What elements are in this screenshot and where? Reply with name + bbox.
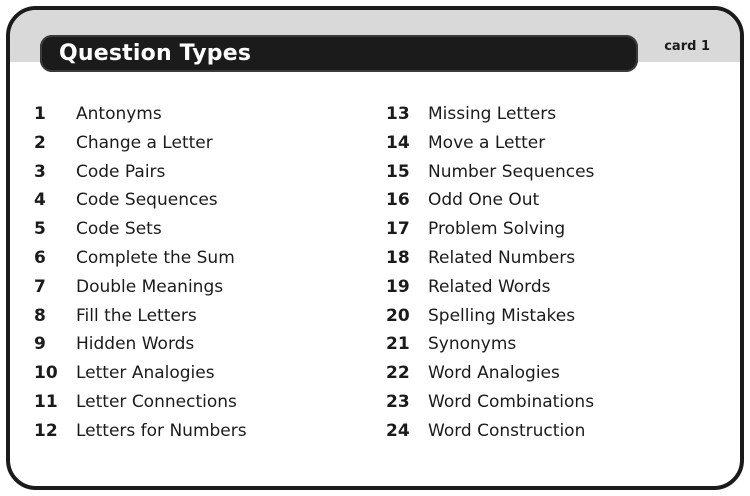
item-number: 14 xyxy=(386,132,410,153)
item-number: 24 xyxy=(386,420,410,441)
list-item xyxy=(386,302,594,331)
item-label: Odd One Out xyxy=(428,190,540,211)
item-label: Change a Letter xyxy=(76,132,213,153)
item-number: 12 xyxy=(34,420,58,441)
item-number: 13 xyxy=(386,104,410,124)
list-item xyxy=(386,330,594,359)
item-label: Double Meanings xyxy=(76,276,224,297)
item-number: 18 xyxy=(386,247,410,268)
list-item xyxy=(386,100,594,129)
item-number: 10 xyxy=(34,363,58,384)
list-item xyxy=(34,244,247,273)
item-number: 5 xyxy=(34,219,46,240)
list-item xyxy=(34,186,247,215)
list-item xyxy=(34,359,247,388)
item-label: Letter Analogies xyxy=(76,363,215,384)
list-item xyxy=(34,388,247,417)
item-number: 7 xyxy=(34,276,46,297)
item-number: 2 xyxy=(34,132,46,153)
item-number: 11 xyxy=(34,391,58,412)
item-label: Related Numbers xyxy=(428,247,576,268)
list-item xyxy=(34,417,247,446)
item-label: Word Combinations xyxy=(428,391,595,412)
card-number-label: card 1 xyxy=(664,39,710,54)
list-item xyxy=(386,186,594,215)
list-item xyxy=(386,158,594,187)
item-number: 20 xyxy=(386,305,410,326)
card-title: Question Types xyxy=(59,41,252,66)
question-types-list-right xyxy=(386,100,594,446)
item-number: 19 xyxy=(386,276,410,297)
item-label: Letter Connections xyxy=(76,391,237,412)
item-number: 21 xyxy=(386,334,410,355)
item-number: 4 xyxy=(34,190,46,211)
item-label: Code Pairs xyxy=(76,161,166,182)
item-label: Antonyms xyxy=(76,104,162,124)
item-number: 23 xyxy=(386,391,410,412)
item-number: 3 xyxy=(34,161,46,182)
list-item xyxy=(386,215,594,244)
item-label: Move a Letter xyxy=(428,132,546,153)
item-label: Complete the Sum xyxy=(76,247,235,268)
item-label: Code Sequences xyxy=(76,190,218,211)
list-item xyxy=(34,330,247,359)
item-label: Word Construction xyxy=(428,420,586,441)
list-item xyxy=(34,100,247,129)
item-label: Code Sets xyxy=(76,219,162,240)
item-number: 16 xyxy=(386,190,410,211)
item-label: Letters for Numbers xyxy=(76,420,247,441)
list-item xyxy=(386,388,594,417)
list-item xyxy=(386,417,594,446)
item-number: 17 xyxy=(386,219,410,240)
list-item xyxy=(34,215,247,244)
list-item xyxy=(386,359,594,388)
item-label: Spelling Mistakes xyxy=(428,305,576,326)
question-types-card xyxy=(6,6,744,490)
item-label: Number Sequences xyxy=(428,161,595,182)
question-types-list-left xyxy=(34,100,247,446)
item-number: 8 xyxy=(34,305,46,326)
list-item xyxy=(386,273,594,302)
item-label: Synonyms xyxy=(428,334,517,355)
list-item xyxy=(386,244,594,273)
item-number: 1 xyxy=(34,104,46,124)
item-number: 6 xyxy=(34,247,46,268)
list-item xyxy=(34,129,247,158)
list-item xyxy=(34,158,247,187)
item-label: Related Words xyxy=(428,276,551,297)
item-label: Missing Letters xyxy=(428,104,557,124)
item-label: Fill the Letters xyxy=(76,305,197,326)
item-label: Word Analogies xyxy=(428,363,560,384)
title-bar xyxy=(40,35,638,72)
item-number: 9 xyxy=(34,334,46,355)
list-item xyxy=(34,273,247,302)
item-label: Problem Solving xyxy=(428,219,566,240)
item-label: Hidden Words xyxy=(76,334,195,355)
list-item xyxy=(386,129,594,158)
item-number: 15 xyxy=(386,161,410,182)
list-item xyxy=(34,302,247,331)
item-number: 22 xyxy=(386,363,410,384)
